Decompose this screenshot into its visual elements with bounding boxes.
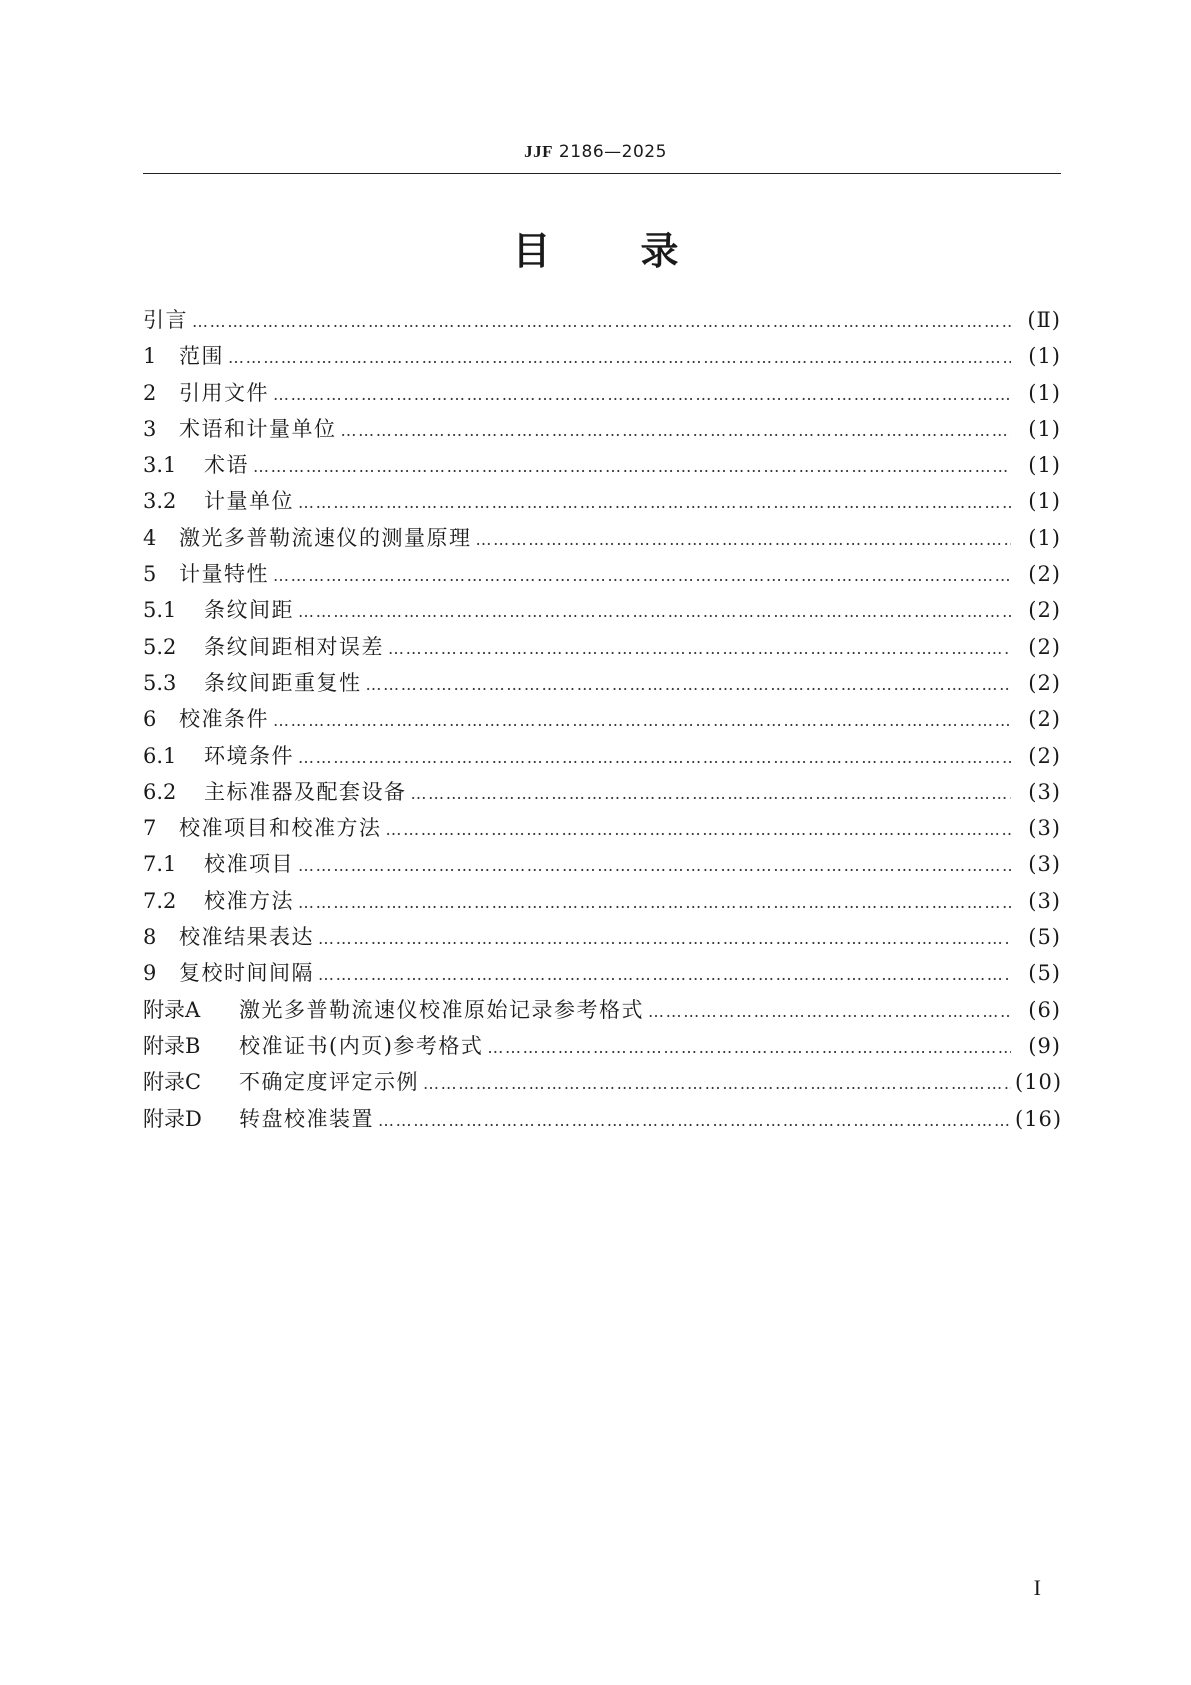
toc-entry-label: 复校时间间隔 bbox=[179, 961, 314, 986]
toc-entry-page: (2) bbox=[1028, 634, 1061, 659]
toc-entry[interactable] bbox=[143, 667, 1061, 703]
toc-entry-label: 条纹间距重复性 bbox=[204, 670, 362, 695]
toc-entry[interactable] bbox=[143, 703, 1061, 739]
toc-entry-page: (1) bbox=[1028, 453, 1061, 478]
toc-dot-leader bbox=[423, 1074, 1011, 1093]
toc-entry-page: (5) bbox=[1028, 961, 1061, 986]
toc-entry-number: 6.2 bbox=[143, 779, 177, 804]
toc-entry-page: (1) bbox=[1028, 380, 1061, 405]
toc-entry-number: 6.1 bbox=[143, 743, 177, 768]
toc-entry-page: (3) bbox=[1028, 779, 1061, 804]
toc-entry[interactable] bbox=[143, 848, 1061, 884]
toc-entry-page: (16) bbox=[1015, 1106, 1063, 1131]
toc-entry-number: 附录B bbox=[143, 1033, 201, 1058]
toc-entry-label: 术语 bbox=[204, 453, 249, 478]
toc-entry-label: 激光多普勒流速仪的测量原理 bbox=[179, 525, 472, 550]
toc-entry-label: 校准方法 bbox=[204, 888, 294, 913]
toc-entry-label: 条纹间距 bbox=[204, 598, 294, 623]
toc-entry-page: (3) bbox=[1028, 888, 1061, 913]
toc-entry-label: 校准项目和校准方法 bbox=[179, 816, 382, 841]
toc-entry[interactable] bbox=[143, 449, 1061, 485]
toc-entry-number: 7.2 bbox=[143, 888, 177, 913]
toc-dot-leader bbox=[298, 856, 1011, 875]
toc-entry-page: (Ⅱ) bbox=[1027, 308, 1061, 332]
toc-dot-leader bbox=[273, 566, 1011, 585]
toc-entry[interactable] bbox=[143, 377, 1061, 413]
toc-entry[interactable] bbox=[143, 413, 1061, 449]
toc-dot-leader bbox=[298, 748, 1011, 767]
toc-entry-page: (6) bbox=[1028, 997, 1061, 1022]
toc-entry-page: (2) bbox=[1028, 562, 1061, 587]
toc-entry-page: (9) bbox=[1028, 1033, 1061, 1058]
toc-entry-label: 校准项目 bbox=[204, 852, 294, 877]
toc-entry-number: 5.2 bbox=[143, 634, 177, 659]
toc-entry-page: (2) bbox=[1028, 707, 1061, 732]
toc-entry-label: 范围 bbox=[179, 344, 224, 369]
toc-dot-leader bbox=[341, 421, 1012, 440]
toc-dot-leader bbox=[648, 1002, 1011, 1021]
toc-entry-page: (3) bbox=[1028, 816, 1061, 841]
toc-entry[interactable] bbox=[143, 558, 1061, 594]
toc-entry[interactable] bbox=[143, 1030, 1061, 1066]
toc-entry-label: 不确定度评定示例 bbox=[239, 1070, 419, 1095]
toc-dot-leader bbox=[298, 602, 1011, 621]
toc-entry-number: 3 bbox=[143, 416, 157, 441]
toc-entry-label: 主标准器及配套设备 bbox=[204, 779, 407, 804]
toc-entry-page: (2) bbox=[1028, 743, 1061, 768]
toc-entry[interactable] bbox=[143, 1103, 1061, 1139]
toc-entry[interactable] bbox=[143, 340, 1061, 376]
toc-entry-number: 9 bbox=[143, 961, 157, 986]
toc-entry-number: 1 bbox=[143, 344, 157, 369]
toc-entry[interactable] bbox=[143, 485, 1061, 521]
toc-dot-leader bbox=[273, 385, 1011, 404]
toc-entry-number: 附录D bbox=[143, 1106, 202, 1131]
toc-entry-number: 4 bbox=[143, 525, 157, 550]
toc-dot-leader bbox=[298, 493, 1011, 512]
standard-code: JJF bbox=[524, 142, 553, 161]
toc-entry-label: 引言 bbox=[143, 308, 188, 332]
toc-entry[interactable] bbox=[143, 994, 1061, 1030]
toc-entry-label: 计量单位 bbox=[204, 489, 294, 514]
toc-entry[interactable] bbox=[143, 812, 1061, 848]
toc-dot-leader bbox=[366, 675, 1012, 694]
toc-entry-number: 6 bbox=[143, 707, 157, 732]
toc-entry-label: 激光多普勒流速仪校准原始记录参考格式 bbox=[239, 997, 644, 1022]
toc-dot-leader bbox=[388, 639, 1011, 658]
toc-entry-number: 5.3 bbox=[143, 670, 177, 695]
toc-entry-number: 3.2 bbox=[143, 489, 177, 514]
toc-entry-page: (1) bbox=[1028, 525, 1061, 550]
toc-entry-page: (10) bbox=[1015, 1070, 1063, 1095]
toc-dot-leader bbox=[253, 457, 1011, 476]
toc-entry-label: 术语和计量单位 bbox=[179, 416, 337, 441]
toc-entry[interactable] bbox=[143, 885, 1061, 921]
toc-entry[interactable] bbox=[143, 957, 1061, 993]
standard-number: 2186—2025 bbox=[558, 142, 667, 162]
toc-entry-label: 校准结果表达 bbox=[179, 925, 314, 950]
toc-entry-number: 8 bbox=[143, 925, 157, 950]
toc-entry[interactable] bbox=[143, 631, 1061, 667]
toc-entry[interactable] bbox=[143, 1066, 1061, 1102]
toc-entry-label: 环境条件 bbox=[204, 743, 294, 768]
toc-entry-page: (2) bbox=[1028, 670, 1061, 695]
toc-entry-number: 附录C bbox=[143, 1070, 202, 1095]
toc-entry-page: (2) bbox=[1028, 598, 1061, 623]
toc-dot-leader bbox=[318, 929, 1011, 948]
toc-dot-leader bbox=[318, 965, 1011, 984]
toc-entry-page: (5) bbox=[1028, 925, 1061, 950]
toc-entry[interactable] bbox=[143, 522, 1061, 558]
page-number: I bbox=[1033, 1575, 1041, 1600]
toc-dot-leader bbox=[378, 1111, 1011, 1130]
toc-entry-label: 引用文件 bbox=[179, 380, 269, 405]
toc-entry[interactable] bbox=[143, 304, 1061, 340]
toc-dot-leader bbox=[228, 348, 1011, 367]
toc-entry-number: 5 bbox=[143, 562, 157, 587]
page-title bbox=[0, 220, 1191, 275]
title-char-1: 目 bbox=[512, 229, 551, 273]
toc-entry-number: 7 bbox=[143, 816, 157, 841]
toc-entry-page: (1) bbox=[1028, 489, 1061, 514]
toc-dot-leader bbox=[487, 1038, 1011, 1057]
toc-dot-leader bbox=[192, 312, 1011, 331]
toc-entry-page: (1) bbox=[1028, 416, 1061, 441]
toc-entry-label: 校准证书(内页)参考格式 bbox=[239, 1033, 484, 1058]
toc-entry-number: 3.1 bbox=[143, 453, 177, 478]
toc-dot-leader bbox=[386, 820, 1012, 839]
toc-dot-leader bbox=[298, 893, 1011, 912]
header-rule bbox=[143, 173, 1061, 174]
running-header bbox=[0, 142, 1191, 162]
toc-entry-label: 转盘校准装置 bbox=[239, 1106, 374, 1131]
toc-dot-leader bbox=[476, 530, 1012, 549]
toc-entry[interactable] bbox=[143, 740, 1061, 776]
toc-dot-leader bbox=[273, 711, 1011, 730]
toc-entry-number: 附录A bbox=[143, 997, 201, 1022]
toc-entry[interactable] bbox=[143, 921, 1061, 957]
toc-entry-number: 5.1 bbox=[143, 598, 177, 623]
toc-entry-number: 7.1 bbox=[143, 852, 177, 877]
toc-dot-leader bbox=[411, 784, 1012, 803]
toc-entry[interactable] bbox=[143, 776, 1061, 812]
toc-entry-label: 计量特性 bbox=[179, 562, 269, 587]
table-of-contents bbox=[143, 304, 1061, 1139]
title-char-2: 录 bbox=[640, 229, 679, 273]
toc-entry-page: (1) bbox=[1028, 344, 1061, 369]
toc-entry-label: 条纹间距相对误差 bbox=[204, 634, 384, 659]
toc-entry-label: 校准条件 bbox=[179, 707, 269, 732]
toc-entry[interactable] bbox=[143, 594, 1061, 630]
toc-entry-number: 2 bbox=[143, 380, 157, 405]
toc-entry-page: (3) bbox=[1028, 852, 1061, 877]
